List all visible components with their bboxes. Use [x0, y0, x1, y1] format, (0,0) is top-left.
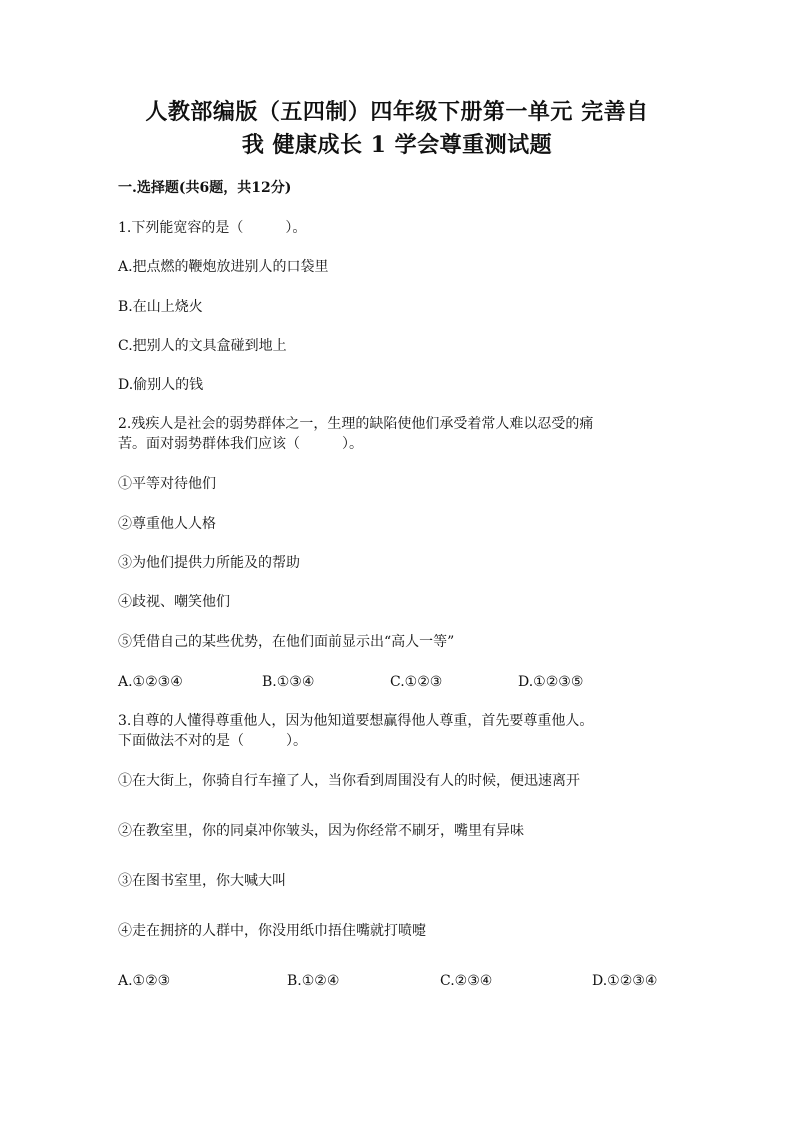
document-title — [100, 96, 694, 162]
q2-item-4: ④歧视、嘲笑他们 — [118, 594, 230, 610]
q2-item-3: ③为他们提供力所能及的帮助 — [118, 555, 300, 571]
q2-item-5: ⑤凭借自己的某些优势，在他们面前显示出“高人一等” — [118, 634, 455, 650]
q3-item-1: ①在大街上，你骑自行车撞了人，当你看到周围没有人的时候，便迅速离开 — [118, 773, 580, 789]
q3-item-3: ③在图书室里，你大喊大叫 — [118, 873, 286, 889]
q2-item-1: ①平等对待他们 — [118, 476, 216, 492]
q1-option-b: B.在山上烧火 — [118, 299, 203, 315]
q3-option-a: A.①②③ — [118, 973, 171, 989]
q3-item-4: ④走在拥挤的人群中，你没用纸巾捂住嘴就打喷嚏 — [118, 923, 426, 939]
q2-option-b: B.①③④ — [262, 674, 315, 690]
title-line-1: 人教部编版（五四制）四年级下册第一单元 完善自 — [145, 99, 649, 125]
q2-option-a: A.①②③④ — [118, 674, 183, 690]
q1-option-c: C.把别人的文具盒碰到地上 — [118, 338, 287, 354]
q3-stem-line-1: 3.自尊的人懂得尊重他人，因为他知道要想赢得他人尊重，首先要尊重他人。 — [118, 713, 594, 729]
title-line-2: 我 健康成长 1 学会尊重测试题 — [241, 132, 553, 158]
q2-stem-line-1: 2.残疾人是社会的弱势群体之一，生理的缺陷使他们承受着常人难以忍受的痛 — [118, 416, 594, 432]
q1-option-a: A.把点燃的鞭炮放进别人的口袋里 — [118, 259, 329, 275]
q2-stem-line-2: 苦。面对弱势群体我们应该（ ）。 — [118, 436, 363, 452]
q3-stem-line-2: 下面做法不对的是（ ）。 — [118, 733, 307, 749]
q2-option-c: C.①②③ — [390, 674, 443, 690]
q3-option-c: C.②③④ — [440, 973, 493, 989]
q1-option-d: D.偷别人的钱 — [118, 377, 204, 393]
q2-option-d: D.①②③⑤ — [518, 674, 584, 690]
q3-option-d: D.①②③④ — [592, 973, 658, 989]
q1-stem: 1.下列能宽容的是（ ）。 — [118, 220, 307, 236]
q3-option-b: B.①②④ — [287, 973, 340, 989]
section-heading: 一.选择题(共6题，共12分) — [118, 180, 292, 196]
q2-item-2: ②尊重他人人格 — [118, 516, 216, 532]
q3-item-2: ②在教室里，你的同桌冲你皱头，因为你经常不刷牙，嘴里有异味 — [118, 823, 524, 839]
